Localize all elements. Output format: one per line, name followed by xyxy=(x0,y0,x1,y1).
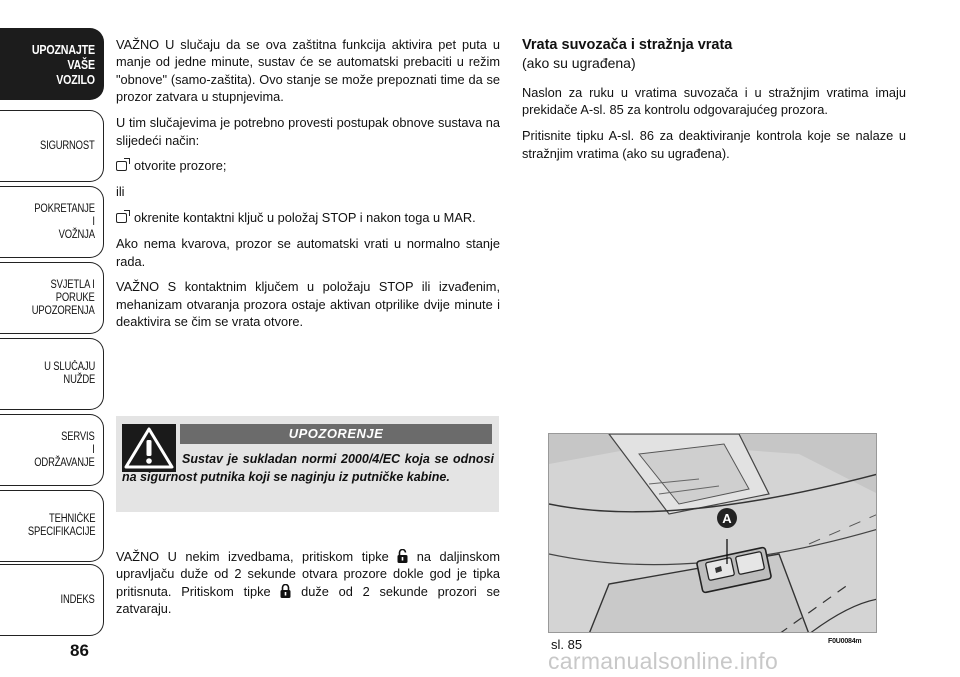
tab-label: UPOZNAJTE VAŠE VOZILO xyxy=(31,41,95,87)
tab-label: SIGURNOST xyxy=(40,139,95,152)
bullet-text: okrenite kontaktni ključ u položaj STOP i nakon toga u MAR. xyxy=(134,210,476,226)
paragraph: VAŽNO U slučaju da se ova zaštitna funkcija aktivira pet puta u manje od jedne minute, sustav će se automatski prebaciti u režim "obnove" (samo-zaštita). Ovo stanje se može prepoznati time da se prozor zatvara u stupnjevima. xyxy=(116,37,500,105)
paragraph: ili xyxy=(116,184,125,200)
watermark: carmanualsonline.info xyxy=(548,648,779,674)
left-column xyxy=(116,36,500,339)
paragraph: Pritisnite tipku A-sl. 86 za deaktiviranje kontrola koje se nalaze u stražnjim vratima (ako su ugrađena). xyxy=(522,128,906,161)
warning-text: Sustav je sukladan normi 2000/4/EC koja se odnosi na sigurnost putnika koji se naginju iz putničke kabine. xyxy=(122,452,494,484)
tab-upoznajte-vase-vozilo[interactable] xyxy=(0,28,104,100)
tab-label: POKRETANJE I VOŽNJA xyxy=(34,202,95,241)
warning-box xyxy=(116,416,499,512)
tab-sigurnost[interactable] xyxy=(0,110,104,182)
figure-code: F0U0084m xyxy=(828,638,862,645)
paragraph: U tim slučajevima je potrebno provesti postupak obnove sustava na slijedeći način: xyxy=(116,115,500,148)
door-armrest-illustration xyxy=(549,434,877,633)
unlock-key-icon xyxy=(397,549,408,563)
right-column xyxy=(522,36,906,171)
bullet-item xyxy=(116,209,500,226)
paragraph: Naslon za ruku u vratima suvozača i u stražnjim vratima imaju prekidače A-sl. 85 za kontrolu odgovarajućeg prozora. xyxy=(522,85,906,118)
tab-label: INDEKS xyxy=(60,593,95,606)
section-heading: Vrata suvozača i stražnja vrata xyxy=(522,37,733,53)
paragraph: VAŽNO S kontaktnim ključem u položaju STOP ili izvađenim, mehanizam otvaranja prozora ostaje aktivan otprilike dvije minute i deaktivira se čim se vrata otvore. xyxy=(116,279,500,330)
paragraph: Ako nema kvarova, prozor se automatski vrati u normalno stanje rada. xyxy=(116,236,500,269)
figure-marker-a: A xyxy=(722,511,732,526)
tab-label: SVJETLA I PORUKE UPOZORENJA xyxy=(32,278,95,317)
figure-caption: sl. 85 xyxy=(551,637,583,652)
tab-servis-i-odrzavanje[interactable] xyxy=(0,414,104,486)
tab-u-slucaju-nuzde[interactable] xyxy=(0,338,104,410)
warning-title: UPOZORENJE xyxy=(180,424,492,444)
figure-door-switch xyxy=(548,433,877,633)
checkbox-bullet-icon xyxy=(116,161,127,171)
bullet-text: otvorite prozore; xyxy=(134,158,227,174)
lock-key-icon xyxy=(280,584,291,598)
checkbox-bullet-icon xyxy=(116,213,127,223)
tab-tehnicke-specifikacije[interactable] xyxy=(0,490,104,562)
remote-note xyxy=(116,548,500,626)
tab-label: SERVIS I ODRŽAVANJE xyxy=(34,430,95,469)
section-subheading: (ako su ugrađena) xyxy=(522,55,636,71)
tab-indeks[interactable] xyxy=(0,564,104,636)
tab-pokretanje-i-voznja[interactable] xyxy=(0,186,104,258)
bullet-item xyxy=(116,157,500,174)
page-number: 86 xyxy=(70,641,89,660)
tab-svjetla-i-poruke[interactable] xyxy=(0,262,104,334)
tab-label: TEHNIČKE SPECIFIKACIJE xyxy=(27,513,95,538)
tab-label: U SLUČAJU NUŽDE xyxy=(44,361,95,386)
paragraph: VAŽNO U nekim izvedbama, pritiskom tipke na daljinskom upravljaču duže od 2 sekunde otvara prozore dokle god je tipka pritisnuta. Pritiskom tipke duže od 2 sekunde prozori se zatvaraju. xyxy=(116,549,500,617)
